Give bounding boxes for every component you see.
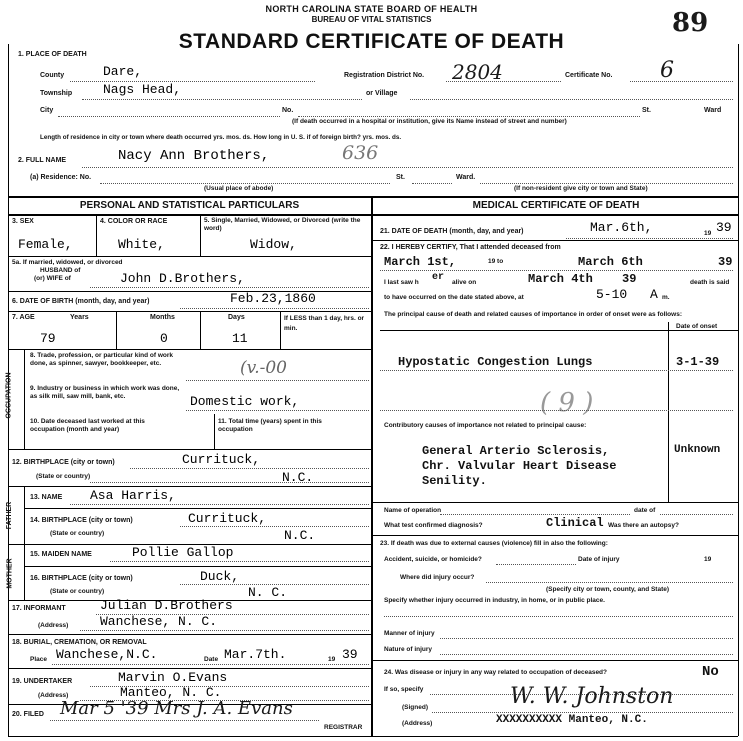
months-label: Months xyxy=(150,314,175,321)
county-label: County xyxy=(40,72,65,79)
operation-label: Name of operation xyxy=(384,507,442,514)
operation-date-label: date of xyxy=(634,507,656,514)
external-label: 23. If death was due to external causes (violence) fill in also the following: xyxy=(380,540,608,547)
cert-no-label: Certificate No. xyxy=(565,72,613,79)
contrib-cause-1: General Arterio Sclerosis, xyxy=(422,444,610,458)
page-number: 89 xyxy=(672,8,709,38)
mother-birthplace-value: Duck, xyxy=(200,569,240,584)
burial-place-label: Place xyxy=(30,656,47,663)
birthplace-state-label: (State or country) xyxy=(36,473,91,480)
birthplace-label: 12. BIRTHPLACE (city or town) xyxy=(12,459,115,466)
undertaker-value: Marvin O.Evans xyxy=(118,670,228,685)
contrib-cause-2: Chr. Valvular Heart Disease xyxy=(422,459,617,473)
age-months-value: 0 xyxy=(160,331,168,346)
residence-st-label: St. xyxy=(396,174,405,181)
death-time: 5-10 xyxy=(596,287,628,302)
less-than-day: If LESS than 1 day, hrs. or min. xyxy=(284,315,365,332)
have-occurred-label: to have occurred on the date stated above, at xyxy=(384,294,524,301)
spouse-label-3: (or) WIFE of xyxy=(34,275,71,282)
attended-to-label: 19 to xyxy=(488,258,504,265)
accident-label: Accident, suicide, or homicide? xyxy=(384,556,482,563)
attended-to-year: 39 xyxy=(718,255,733,269)
spouse-value: John D.Brothers, xyxy=(120,271,245,286)
certify-label: 22. I HEREBY CERTIFY, That I attended deceased from xyxy=(380,244,561,251)
days-label: Days xyxy=(228,314,245,321)
attended-to: March 6th xyxy=(578,255,643,269)
place-section-label: 1. PLACE OF DEATH xyxy=(18,51,87,58)
cause-primary-onset: 3-1-39 xyxy=(676,355,720,369)
abode-note: (Usual place of abode) xyxy=(204,185,274,192)
burial-year-value: 39 xyxy=(342,647,358,662)
signed-label: (Signed) xyxy=(402,704,428,711)
trade-label: 8. Trade, profession, or particular kind of work done, as spinner, sawyer, bookkeeper, etc. xyxy=(30,352,174,367)
where-label: Where did injury occur? xyxy=(400,574,475,581)
onset-label: Date of onset xyxy=(676,323,718,330)
father-state-label: (State or country) xyxy=(50,530,105,537)
page-title: STANDARD CERTIFICATE OF DEATH xyxy=(178,30,565,53)
death-m: m. xyxy=(662,294,670,301)
cause-label: The principal cause of death and related causes of importance in order of onset were as follows: xyxy=(384,311,682,318)
death-am: A xyxy=(650,287,658,302)
age-days-value: 11 xyxy=(232,331,248,346)
father-name-value: Asa Harris, xyxy=(90,488,176,503)
test-value: Clinical xyxy=(546,516,604,530)
occupation-side-label: OCCUPATION xyxy=(5,372,13,419)
industry-value: Domestic work, xyxy=(190,394,300,409)
residence-length: Length of residence in city or town where death occurred yrs. mos. ds. How long in U. S. if of foreign birth? yrs. mos. ds. xyxy=(40,134,402,141)
death-date-value: Mar.6th, xyxy=(590,220,653,235)
age-years-value: 79 xyxy=(40,331,56,346)
full-name-value: Nacy Ann Brothers, xyxy=(118,148,270,164)
village-label: or Village xyxy=(366,90,398,97)
mother-side-label: MOTHER xyxy=(6,558,14,589)
hospital-note: (If death occurred in a hospital or institution, give its Name instead of street and number) xyxy=(292,118,567,125)
informant-value: Julian D.Brothers xyxy=(100,598,233,613)
sig-address-label: (Address) xyxy=(402,720,433,727)
birthplace-state-value: N.C. xyxy=(282,470,314,485)
age-label: 7. AGE xyxy=(12,314,35,321)
father-name-label: 13. NAME xyxy=(30,494,63,501)
cause-margin-mark: ( 9 ) xyxy=(540,388,594,418)
township-label: Township xyxy=(40,90,73,97)
name-margin-note: 636 xyxy=(342,142,379,164)
physician-signature: W. W. Johnston xyxy=(510,684,674,709)
years-label: Years xyxy=(70,314,89,321)
q24-answer: No xyxy=(702,664,719,680)
reg-district-value: 2804 xyxy=(452,60,503,84)
burial-place-value: Wanchese,N.C. xyxy=(56,647,158,662)
if-so-label: If so, specify xyxy=(384,686,424,693)
city-st-label: St. xyxy=(642,107,651,114)
contrib-cause-3: Senility. xyxy=(422,474,487,488)
trade-note: (v.-00 xyxy=(240,358,287,378)
last-saw-her: er xyxy=(432,272,445,283)
nonresident-note: (If non-resident give city or town and State) xyxy=(514,185,648,192)
cert-no-value: 6 xyxy=(660,58,674,83)
burial-date-value: Mar.7th. xyxy=(224,647,287,662)
father-birthplace-label: 14. BIRTHPLACE (city or town) xyxy=(30,517,133,524)
attended-from: March 1st, xyxy=(384,255,457,269)
alive-date: March 4th xyxy=(528,272,593,286)
autopsy-label: Was there an autopsy? xyxy=(608,522,679,529)
death-year-prefix: 19 xyxy=(704,230,712,237)
burial-label: 18. BURIAL, CREMATION, OR REMOVAL xyxy=(12,639,147,646)
sig-address-value: XXXXXXXXXX Manteo, N.C. xyxy=(496,714,648,726)
marital-label: 5. Single, Married, Widowed, or Divorced (write the word) xyxy=(204,217,361,232)
test-label: What test confirmed diagnosis? xyxy=(384,522,483,529)
registrar-label: REGISTRAR xyxy=(324,724,363,731)
undertaker-label: 19. UNDERTAKER xyxy=(12,678,73,685)
mother-name-value: Pollie Gallop xyxy=(132,545,234,560)
informant-address-label: (Address) xyxy=(38,622,69,629)
father-state-value: N.C. xyxy=(284,528,316,543)
informant-address-value: Wanchese, N. C. xyxy=(100,614,218,629)
injury-date-label: Date of injury xyxy=(578,556,620,563)
filed-value: Mar 5 '39 Mrs J. A. Evans xyxy=(60,698,293,719)
reg-district-label: Registration District No. xyxy=(344,72,425,79)
total-time-label: 11. Total time (years) spent in this occupation xyxy=(218,418,322,433)
color-label: 4. COLOR OR RACE xyxy=(100,218,168,225)
personal-header: PERSONAL AND STATISTICAL PARTICULARS xyxy=(79,200,300,211)
county-value: Dare, xyxy=(103,64,143,79)
city-no-label: No. xyxy=(282,107,294,114)
nature-label: Nature of injury xyxy=(384,646,433,653)
last-saw-label: I last saw h xyxy=(384,279,419,286)
city-ward-label: Ward xyxy=(704,107,722,114)
where-note: (Specify city or town, county, and State) xyxy=(546,586,670,593)
alive-label: alive on xyxy=(452,279,477,286)
mother-state-value: N. C. xyxy=(248,585,288,600)
township-value: Nags Head, xyxy=(103,82,182,97)
death-said-label: death is said xyxy=(690,279,730,286)
marital-value: Widow, xyxy=(250,237,297,252)
industry-label: 9. Industry or business in which work was done, as silk mill, saw mill, bank, etc. xyxy=(30,385,180,400)
q24-label: 24. Was disease or injury in any way related to occupation of deceased? xyxy=(384,669,607,676)
specify-label: Specify whether injury occurred in industry, in home, or in public place. xyxy=(384,597,605,604)
burial-date-label: Date xyxy=(204,656,219,663)
undertaker-address-value: Manteo, N. C. xyxy=(120,685,222,700)
informant-label: 17. INFORMANT xyxy=(12,605,66,612)
father-birthplace-value: Currituck, xyxy=(188,511,267,526)
filed-label: 20. FILED xyxy=(12,711,44,718)
dob-label: 6. DATE OF BIRTH (month, day, and year) xyxy=(12,298,150,305)
manner-label: Manner of injury xyxy=(384,630,435,637)
mother-name-label: 15. MAIDEN NAME xyxy=(30,551,92,558)
undertaker-address-label: (Address) xyxy=(38,692,69,699)
contrib-onset: Unknown xyxy=(674,444,721,456)
last-worked-label: 10. Date deceased last worked at this occupation (month and year) xyxy=(30,418,145,433)
contrib-label: Contributory causes of importance not related to principal cause: xyxy=(384,422,587,429)
board-title: NORTH CAROLINA STATE BOARD OF HEALTH xyxy=(265,4,478,14)
sex-label: 3. SEX xyxy=(12,218,34,225)
medical-header: MEDICAL CERTIFICATE OF DEATH xyxy=(472,200,640,211)
bureau-title: BUREAU OF VITAL STATISTICS xyxy=(311,15,432,24)
mother-state-label: (State or country) xyxy=(50,588,105,595)
color-value: White, xyxy=(118,237,165,252)
mother-birthplace-label: 16. BIRTHPLACE (city or town) xyxy=(30,575,133,582)
dob-value: Feb.23,1860 xyxy=(230,291,316,306)
father-side-label: FATHER xyxy=(6,501,14,530)
burial-year-prefix: 19 xyxy=(328,656,336,663)
sex-value: Female, xyxy=(18,237,73,252)
birthplace-value: Currituck, xyxy=(182,452,261,467)
city-label: City xyxy=(40,107,54,114)
death-year-value: 39 xyxy=(716,220,732,235)
residence-label: (a) Residence: No. xyxy=(30,174,92,181)
death-date-label: 21. DATE OF DEATH (month, day, and year) xyxy=(380,228,524,235)
injury-year: 19 xyxy=(704,556,712,563)
residence-ward-label: Ward. xyxy=(456,174,476,181)
spouse-label-1: 5a. If married, widowed, or divorced xyxy=(12,259,123,266)
full-name-label: 2. FULL NAME xyxy=(18,157,67,164)
spouse-label-2: HUSBAND of xyxy=(40,267,81,274)
alive-year: 39 xyxy=(622,272,637,286)
cause-primary: Hypostatic Congestion Lungs xyxy=(398,355,593,369)
